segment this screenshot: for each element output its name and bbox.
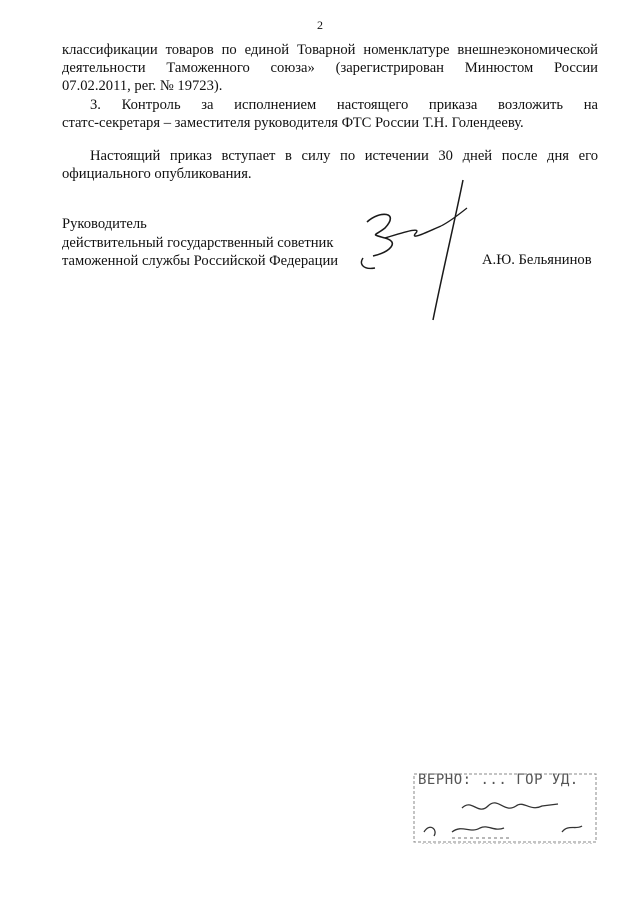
signer-position-line: Руководитель xyxy=(62,216,147,232)
paragraph-line: Настоящий приказ вступает в силу по истечении 30 дней после дня его xyxy=(90,148,598,164)
signer-name: А.Ю. Бельянинов xyxy=(482,252,592,268)
paragraph-line: 07.02.2011, рег. № 19723). xyxy=(62,78,223,94)
paragraph-line: статс-секретаря – заместителя руководителя ФТС России Т.Н. Голендееву. xyxy=(62,115,524,131)
handwritten-signature xyxy=(345,160,495,330)
paragraph-classification xyxy=(62,41,598,95)
paragraph-control xyxy=(62,96,598,132)
stamp-label: ВЕРНО: ... ГОР УД. xyxy=(418,772,579,788)
signer-position-line: действительный государственный советник xyxy=(62,234,334,251)
page-number: 2 xyxy=(317,18,323,32)
paragraph-line: деятельности Таможенного союза» (зарегистрирован Минюстом России xyxy=(62,60,598,76)
paragraph-line: официального опубликования. xyxy=(62,166,252,182)
paragraph-line: классификации товаров по единой Товарной номенклатуре внешнеэкономической xyxy=(62,42,598,58)
paragraph-effective-date xyxy=(62,147,598,183)
signer-position xyxy=(62,215,338,271)
paragraph-line: 3. Контроль за исполнением настоящего приказа возложить на xyxy=(90,97,598,113)
signer-position-line: таможенной службы Российской Федерации xyxy=(62,253,339,269)
